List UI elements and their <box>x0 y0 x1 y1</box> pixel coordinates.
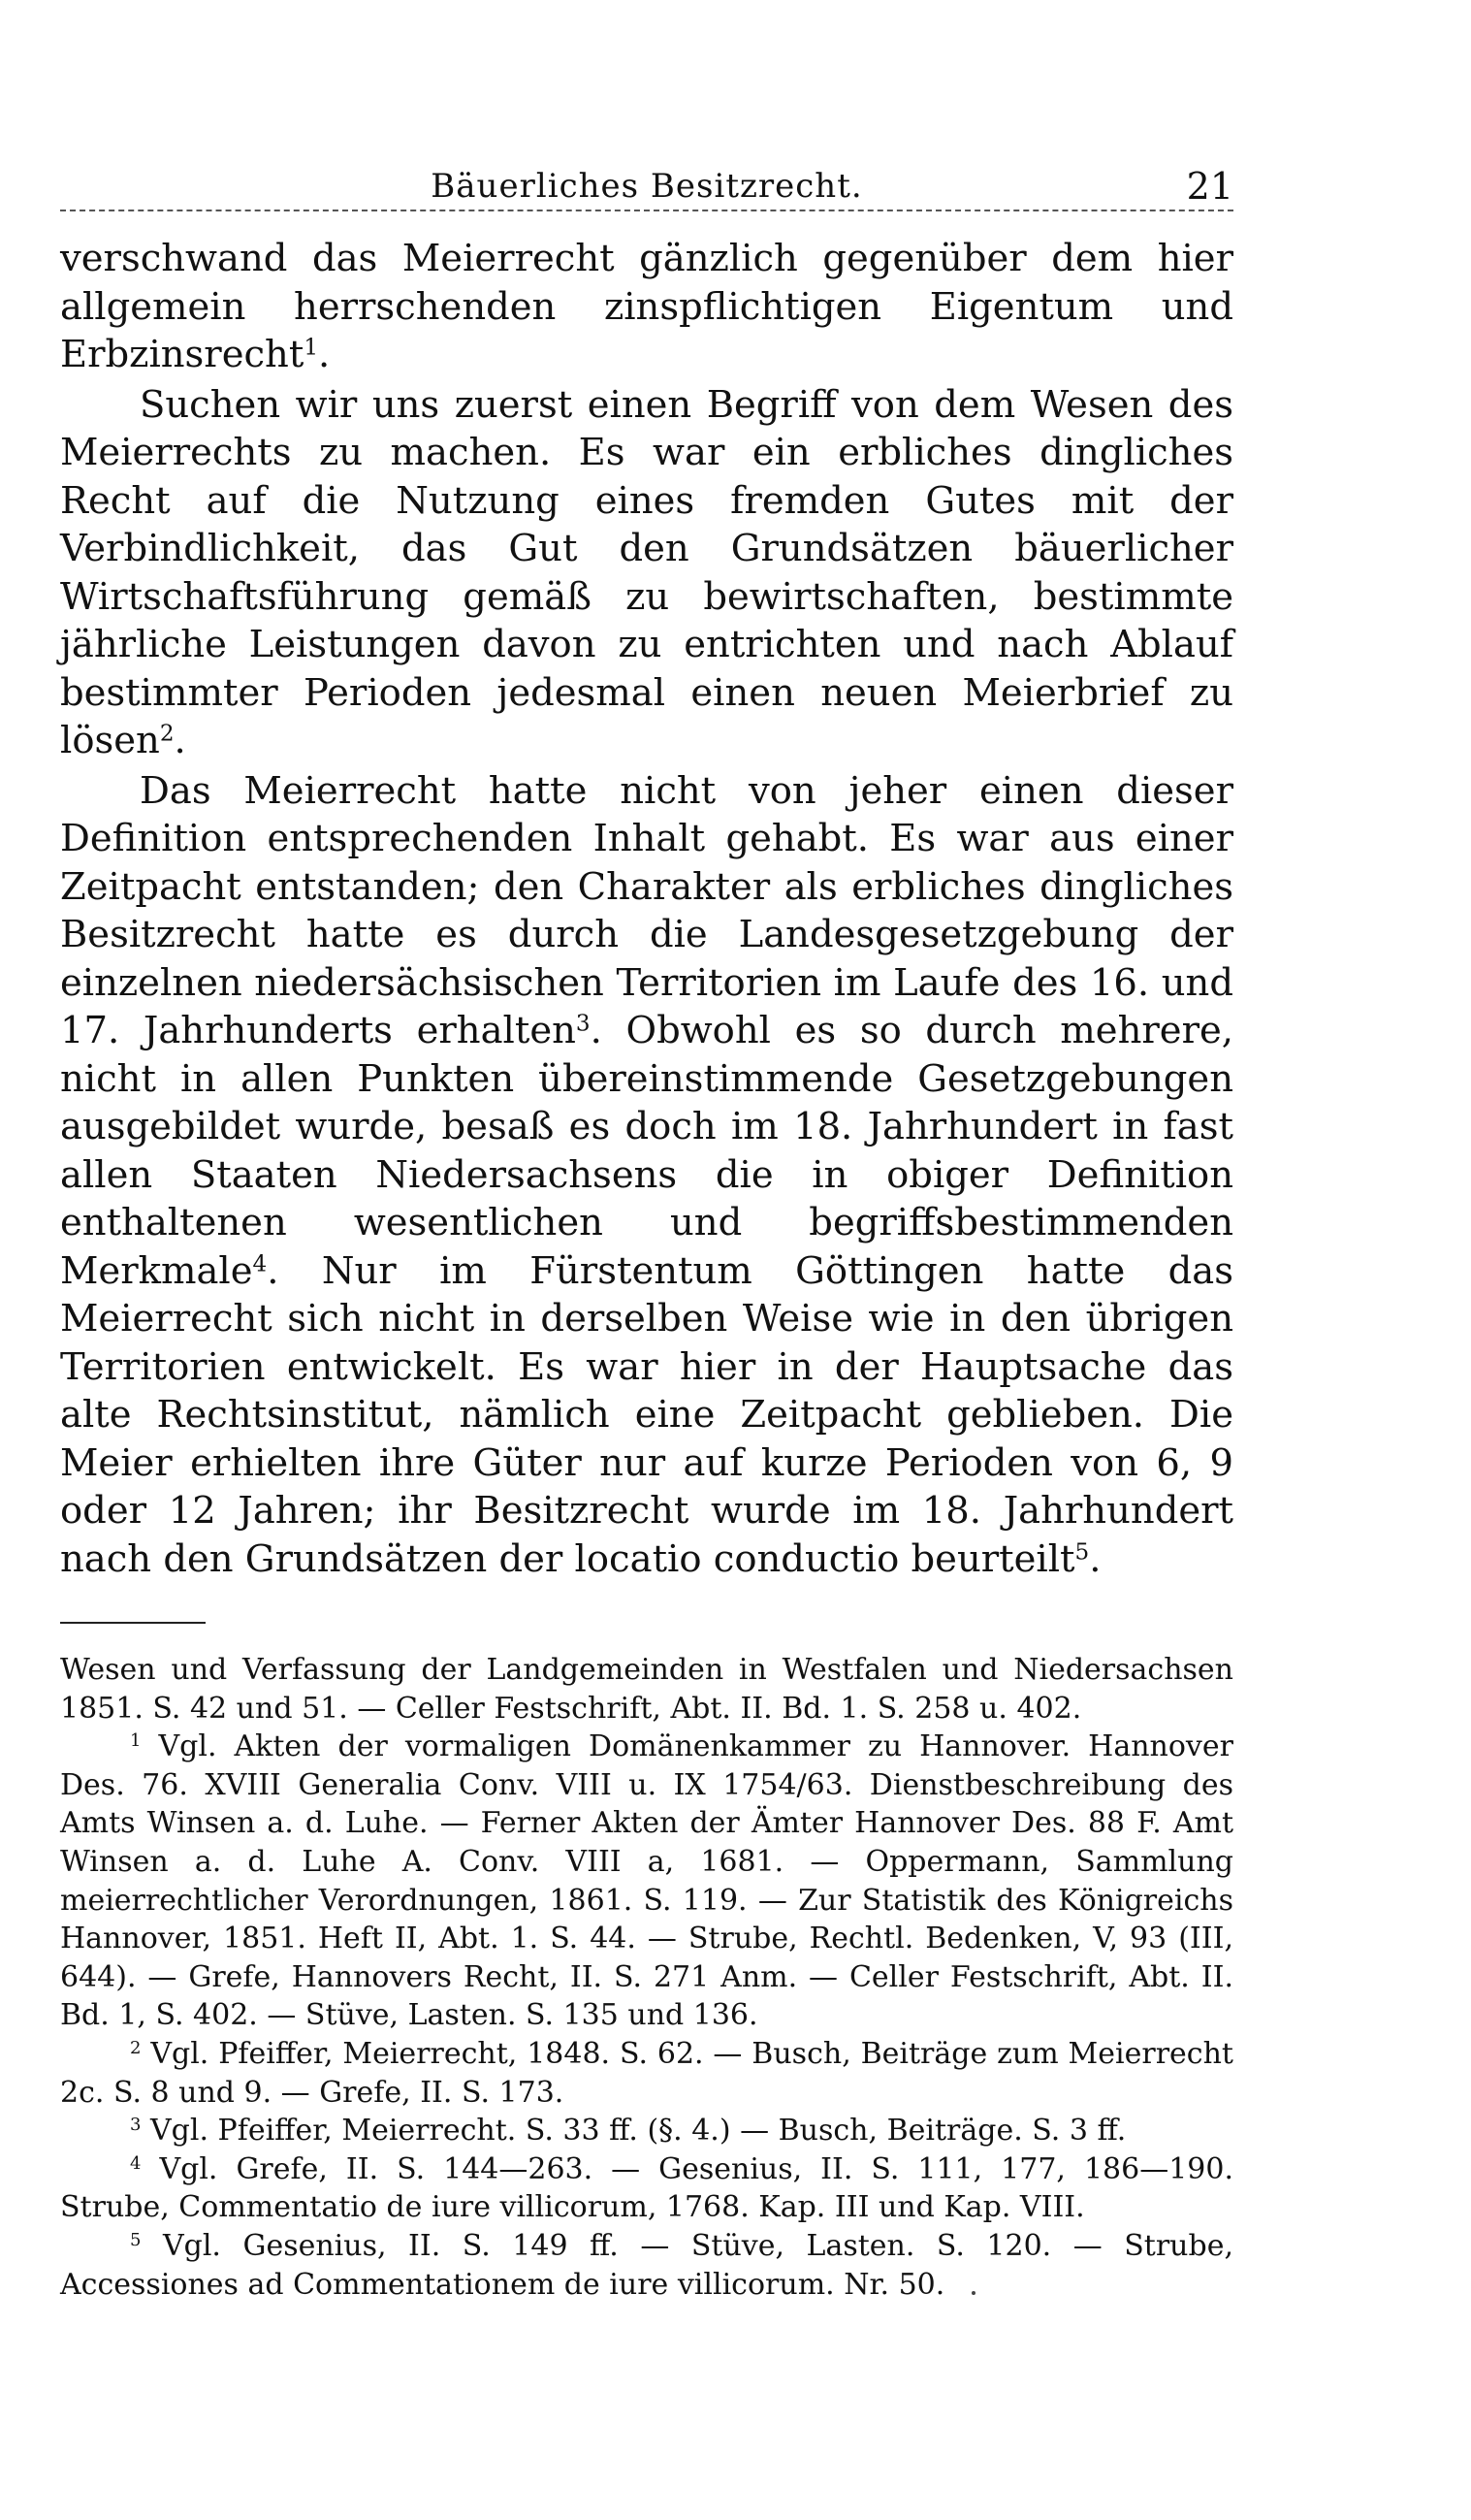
running-title: Bäuerliches Besitzrecht. <box>431 167 863 206</box>
footnote-3 <box>60 2112 1233 2150</box>
footnote-ref-2[interactable]: 2 <box>159 721 175 747</box>
footnote-2 <box>60 2035 1233 2112</box>
footnote-text: Vgl. Grefe, II. S. 144—263. — Gesenius, II. S. 111, 177, 186—190. Strube, Commentatio de iure villicorum, 1768. Kap. III und Kap. VIII. <box>60 2151 1234 2225</box>
paragraph-tail: . <box>174 719 186 762</box>
book-page <box>60 145 1233 2304</box>
page-number: 21 <box>1186 165 1233 208</box>
paragraph-text: . Obwohl es so durch mehrere, nicht in allen Punkten übereinstimmende Gesetzgebungen ausgebildet wurde, besaß es doch im 18. Jahrhundert in fast allen Staaten Niedersachsens die in obiger Definition enthaltenen wesentlichen und begriffsbestimmenden Merkmale <box>60 1009 1234 1293</box>
footnote-mark: 3 <box>130 2115 142 2136</box>
footnote-text: Vgl. Pfeiffer, Meierrecht. S. 33 ff. (§. 4.) — Busch, Beiträge. S. 3 ff. <box>150 2114 1127 2148</box>
footnote-mark: 2 <box>130 2038 142 2059</box>
footnote-mark: 5 <box>130 2230 142 2251</box>
footnote-text: Vgl. Akten der vormaligen Domänenkammer zu Hannover. Hannover Des. 76. XVIII Generalia Conv. VIII u. IX 1754/63. Dienstbeschreibung des Amts Winsen a. d. Luhe. — Ferner Akten der Ämter Hannover Des. 88 F. Amt Winsen a. d. Luhe A. Conv. VIII a, 1681. — Oppermann, Sammlung meierrechtlicher Verordnungen, 1861. S. 119. — Zur Statistik des Königreichs Hannover, 1851. Heft II, Abt. 1. S. 44. — Strube, Rechtl. Bedenken, V, 93 (III, 644). — Grefe, Hannovers Recht, II. S. 271 Anm. — Celler Festschrift, Abt. II. Bd. 1, S. 402. — Stüve, Lasten. S. 135 und 136. <box>60 1729 1233 2033</box>
header-rule <box>60 210 1233 211</box>
paragraph-2 <box>60 381 1233 765</box>
paragraph-text: Suchen wir uns zuerst einen Begriff von dem Wesen des Meierrechts zu machen. Es war ein erbliches dingliches Recht auf die Nutzung eines fremden Gutes mit der Verbindlichkeit, das Gut den Grundsätzen bäuerlicher Wirtschaftsführung gemäß zu bewirtschaften, bestimmte jährliche Leistungen davon zu entrichten und nach Ablauf bestimmter Perioden jedesmal einen neuen Meierbrief zu lösen <box>60 382 1233 762</box>
ink-speck <box>972 2291 975 2295</box>
footnote-ref-1[interactable]: 1 <box>304 335 319 361</box>
footnote-text: Vgl. Gesenius, II. S. 149 ff. — Stüve, Lasten. S. 120. — Strube, Accessiones ad Commentationem de iure villicorum. Nr. 50. <box>60 2228 1233 2302</box>
footnote-ref-3[interactable]: 3 <box>575 1011 591 1037</box>
footnotes <box>60 1651 1233 2304</box>
paragraph-text: Das Meierrecht hatte nicht von jeher einen dieser Definition entsprechenden Inhalt gehabt. Es war aus einer Zeitpacht entstanden; den Charakter als erbliches dingliches Besitzrecht hatte es durch die Landesgesetzgebung der einzelnen niedersächsischen Territorien im Laufe des 16. und 17. Jahrhunderts erhalten <box>60 768 1233 1052</box>
footnote-separator <box>60 1622 206 1624</box>
paragraph-text: . Nur im Fürstentum Göttingen hatte das Meierrecht sich nicht in derselben Weise wie in den übrigen Territorien entwickelt. Es war hier in der Hauptsache das alte Rechtsinstitut, nämlich eine Zeitpacht geblieben. Die Meier erhielten ihre Güter nur auf kurze Perioden von 6, 9 oder 12 Jahren; ihr Besitzrecht wurde im 18. Jahrhundert nach den Grundsätzen der locatio conductio beurteilt <box>60 1248 1233 1581</box>
paragraph-tail: . <box>1089 1536 1102 1581</box>
paragraph-3 <box>60 767 1233 1584</box>
footnote-1 <box>60 1728 1233 2035</box>
footnote-mark: 1 <box>130 1730 142 1752</box>
footnote-ref-4[interactable]: 4 <box>252 1250 268 1276</box>
footnote-4 <box>60 2150 1233 2227</box>
paragraph-text: verschwand das Meierrecht gänzlich gegenüber dem hier allgemein herrschenden zinspflichtigen Eigentum und Erbzinsrecht <box>60 237 1233 376</box>
footnote-ref-5[interactable]: 5 <box>1074 1538 1090 1565</box>
page-header <box>60 145 1233 213</box>
footnote-5 <box>60 2227 1233 2304</box>
paragraph-tail: . <box>318 333 331 376</box>
footnote-text: Vgl. Pfeiffer, Meierrecht, 1848. S. 62. — Busch, Beiträge zum Meierrecht 2c. S. 8 und 9. — Grefe, II. S. 173. <box>60 2036 1233 2110</box>
main-text <box>60 235 1233 1583</box>
paragraph-1 <box>60 235 1233 379</box>
footnote-mark: 4 <box>130 2152 142 2174</box>
footnote-carryover: Wesen und Verfassung der Landgemeinden in Westfalen und Niedersachsen 1851. S. 42 und 51. — Celler Festschrift, Abt. II. Bd. 1. S. 258 u. 402. <box>60 1653 1233 1726</box>
